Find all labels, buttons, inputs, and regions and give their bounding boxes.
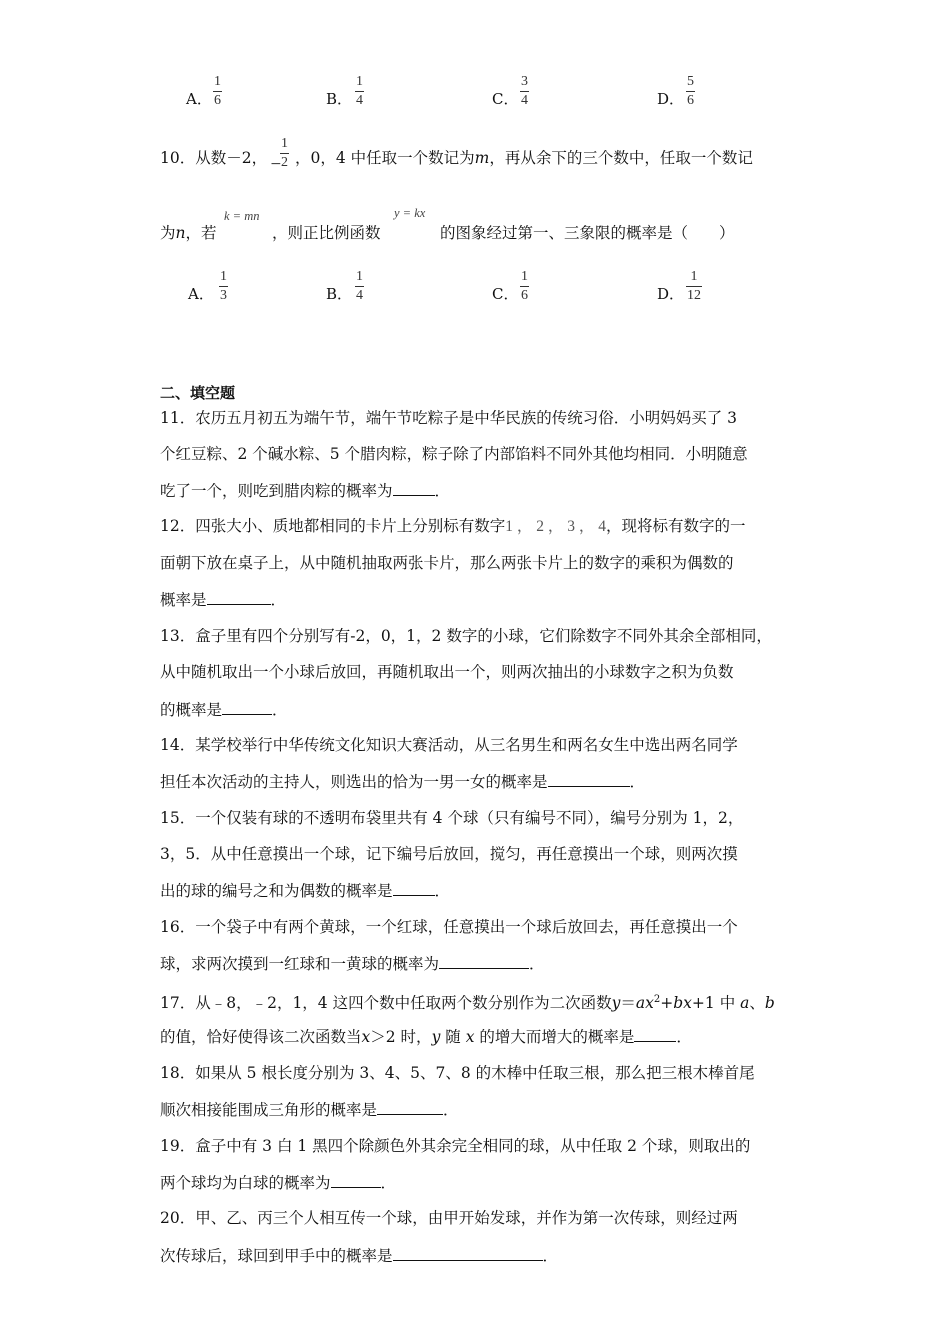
q9-option-c-fraction: 3 4: [521, 74, 528, 108]
section-title-fill-in-blank: 二、填空题: [160, 384, 236, 402]
q18-line-1: 18．如果从 5 根长度分别为 3、4、5、7、8 的木棒中任取三根，那么把三根木棒首尾: [160, 1064, 755, 1082]
q19-line-1: 19．盒子中有 3 白 1 黑四个除颜色外其余完全相同的球，从中任取 2 个球，则取出的: [160, 1137, 751, 1155]
q10-text-b: ，0，4 中任取一个数记为m，再从余下的三个数中，任取一个数记: [295, 149, 753, 167]
q10-option-d-fraction: 1 12: [687, 269, 701, 303]
q16-line-2: 球，求两次摸到一红球和一黄球的概率为 ．: [160, 955, 545, 973]
q12-line-2: 面朝下放在桌子上，从中随机抽取两张卡片，那么两张卡片上的数字的乘积为偶数的: [160, 554, 734, 572]
q10-option-c-fraction: 1 6: [521, 269, 528, 303]
q20-answer-blank[interactable]: [393, 1245, 543, 1261]
q9-option-a-label: A．: [186, 90, 212, 108]
q12-line-3: 概率是 ．: [160, 591, 287, 609]
q12-answer-blank[interactable]: [207, 589, 271, 605]
q14-line-1: 14．某学校举行中华传统文化知识大赛活动，从三名男生和两名女生中选出两名同学: [160, 736, 738, 754]
q13-line-1: 13．盒子里有四个分别写有-2，0，1，2 数字的小球，它们除数字不同外其余全部相同，: [160, 627, 772, 645]
q9-option-d-label: D．: [657, 90, 685, 108]
q17-line-1: 17．从﹣8，﹣2，1，4 这四个数中任取两个数分别作为二次函数$y=ax^2+bx+1$ 中 a、b: [160, 994, 775, 1013]
q11-answer-blank[interactable]: [393, 480, 435, 496]
q16-line-1: 16．一个袋子中有两个黄球，一个红球，任意摸出一个球后放回去，再任意摸出一个: [160, 918, 738, 936]
q10-text-e: 的图象经过第一、三象限的概率是（ ）: [440, 224, 735, 242]
q15-line-1: 15．一个仅装有球的不透明布袋里共有 4 个球（只有编号不同），编号分别为 1，2，: [160, 809, 744, 827]
q17-line-2: 的值，恰好使得该二次函数当x＞2 时，y 随 x 的增大而增大的概率是 ．: [160, 1028, 692, 1046]
q13-answer-blank[interactable]: [222, 699, 272, 715]
q17-answer-blank[interactable]: [634, 1026, 676, 1042]
q10-equation-y: y = kx: [394, 206, 426, 220]
q12-line-1: 12．四张大小、质地都相同的卡片上分别标有数字1 ， 2 ， 3 ， 4，现将标有数字的一: [160, 517, 746, 535]
q10-option-b-fraction: 1 4: [356, 269, 363, 303]
q13-line-3: 的概率是 ．: [160, 701, 288, 719]
q18-answer-blank[interactable]: [377, 1099, 443, 1115]
q14-line-2: 担任本次活动的主持人，则选出的恰为一男一女的概率是 ．: [160, 773, 646, 791]
q9-option-d-fraction: 5 6: [687, 74, 694, 108]
q20-line-2: 次传球后，球回到甲手中的概率是 ．: [160, 1247, 559, 1265]
q10-fraction-neg-half: 1 2: [281, 136, 288, 170]
q10-text-a: 10．从数－2，: [160, 149, 268, 167]
q10-fraction-sign: −: [270, 156, 282, 172]
q16-answer-blank[interactable]: [439, 953, 529, 969]
q20-line-1: 20．甲、乙、丙三个人相互传一个球，由甲开始发球，并作为第一次传球，则经过两: [160, 1209, 738, 1227]
q15-line-3: 出的球的编号之和为偶数的概率是 ．: [160, 882, 451, 900]
q11-line-1: 11．农历五月初五为端午节，端午节吃粽子是中华民族的传统习俗．小明妈妈买了 3: [160, 409, 738, 427]
q10-text-d: ，则正比例函数: [272, 224, 381, 242]
q15-line-2: 3，5．从中任意摸出一个球，记下编号后放回，搅匀，再任意摸出一个球，则两次摸: [160, 845, 738, 863]
q19-answer-blank[interactable]: [331, 1172, 381, 1188]
q15-answer-blank[interactable]: [393, 880, 435, 896]
q11-line-3: 吃了一个，则吃到腊肉粽的概率为 ．: [160, 482, 451, 500]
q13-line-2: 从中随机取出一个小球后放回，再随机取出一个，则两次抽出的小球数字之积为负数: [160, 663, 734, 681]
q10-option-a-fraction: 1 3: [220, 269, 227, 303]
q10-option-d-label: D．: [657, 285, 685, 303]
q11-line-2: 个红豆粽、2 个碱水粽、5 个腊肉粽，粽子除了内部馅料不同外其他均相同．小明随意: [160, 445, 748, 463]
q10-equation-k: k = mn: [224, 209, 260, 223]
q9-option-b-fraction: 1 4: [356, 74, 363, 108]
q19-line-2: 两个球均为白球的概率为 ．: [160, 1174, 397, 1192]
q9-option-a-fraction: 1 6: [214, 74, 221, 108]
q9-option-b-label: B．: [326, 90, 353, 108]
q10-option-c-label: C．: [492, 285, 519, 303]
q10-text-c: 为n，若: [160, 224, 217, 242]
q18-line-2: 顺次相接能围成三角形的概率是 ．: [160, 1101, 459, 1119]
q9-option-c-label: C．: [492, 90, 519, 108]
q10-option-b-label: B．: [326, 285, 353, 303]
q10-option-a-label: A．: [188, 285, 214, 303]
q14-answer-blank[interactable]: [548, 771, 630, 787]
